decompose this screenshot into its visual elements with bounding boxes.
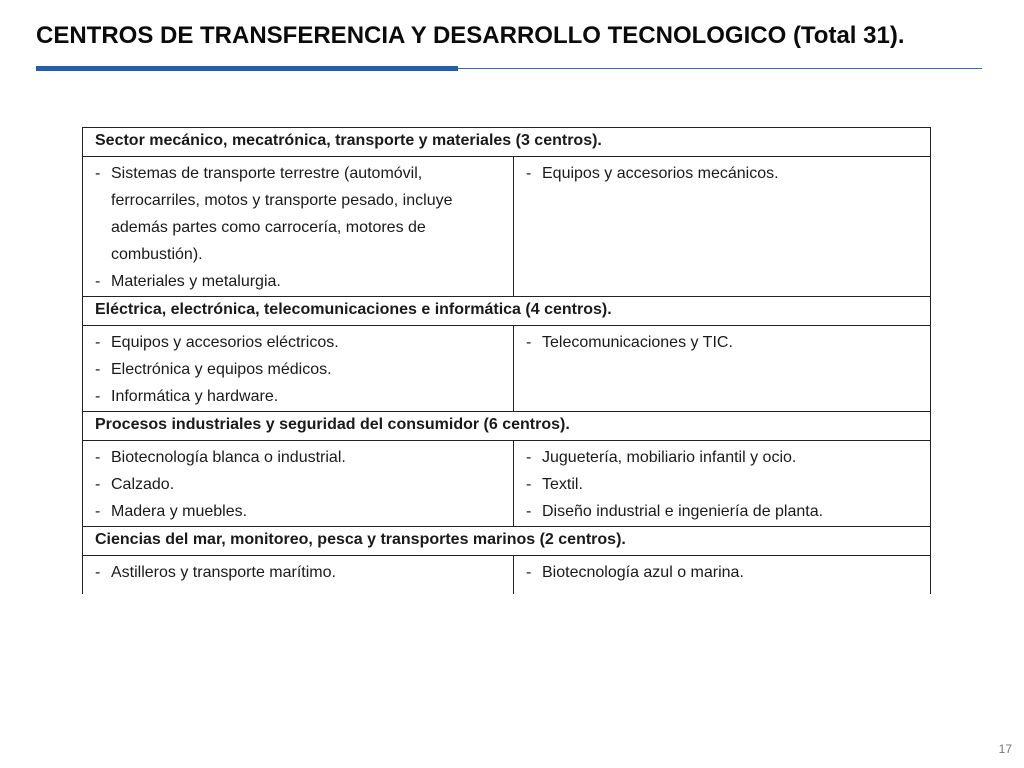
section-header-row <box>83 128 931 157</box>
list-item: - Biotecnología blanca o industrial. <box>95 444 505 471</box>
title-accent-bar <box>36 66 458 71</box>
section-items-row <box>83 441 931 527</box>
item-text: Materiales y metalurgia. <box>111 273 281 290</box>
item-text: Madera y muebles. <box>111 503 248 520</box>
item-text: Juguetería, mobiliario infantil y ocio. <box>542 449 797 466</box>
centers-table <box>82 127 931 594</box>
section-header-row <box>83 527 931 556</box>
list-item: - Calzado. <box>95 471 505 498</box>
item-text: Sistemas de transporte terrestre (automóvil, ferrocarriles, motos y transporte pesado, incluye además partes como carrocería, motores de combustión). <box>111 165 453 263</box>
section-heading: Procesos industriales y seguridad del consumidor (6 centros). <box>83 412 931 441</box>
item-text: Biotecnología blanca o industrial. <box>111 449 346 466</box>
right-cell <box>514 556 931 594</box>
list-item: - Telecomunicaciones y TIC. <box>526 329 922 356</box>
list-item: - Sistemas de transporte terrestre (automóvil, ferrocarriles, motos y transporte pesado, incluye además partes como carrocería, motores de combustión). <box>95 160 505 268</box>
list-item: - Materiales y metalurgia. <box>95 268 505 295</box>
list-item: - Diseño industrial e ingeniería de planta. <box>526 498 922 525</box>
item-text: Electrónica y equipos médicos. <box>111 361 332 378</box>
right-cell <box>514 326 931 412</box>
left-cell <box>83 157 514 297</box>
section-items-row <box>83 556 931 594</box>
list-item: - Equipos y accesorios mecánicos. <box>526 160 922 187</box>
page-number: 17 <box>998 742 1012 756</box>
list-item: - Astilleros y transporte marítimo. <box>95 559 505 586</box>
section-heading: Sector mecánico, mecatrónica, transporte y materiales (3 centros). <box>83 128 931 157</box>
left-cell <box>83 556 514 594</box>
list-item: - Juguetería, mobiliario infantil y ocio. <box>526 444 922 471</box>
list-item: - Electrónica y equipos médicos. <box>95 356 505 383</box>
section-heading: Eléctrica, electrónica, telecomunicaciones e informática (4 centros). <box>83 297 931 326</box>
item-text: Equipos y accesorios mecánicos. <box>542 165 779 182</box>
section-items-row <box>83 157 931 297</box>
right-cell <box>514 157 931 297</box>
left-cell <box>83 326 514 412</box>
section-heading: Ciencias del mar, monitoreo, pesca y transportes marinos (2 centros). <box>83 527 931 556</box>
item-text: Calzado. <box>111 476 175 493</box>
slide-title: CENTROS DE TRANSFERENCIA Y DESARROLLO TECNOLOGICO (Total 31). <box>36 22 905 49</box>
list-item: - Textil. <box>526 471 922 498</box>
item-text: Equipos y accesorios eléctricos. <box>111 334 339 351</box>
list-item: - Equipos y accesorios eléctricos. <box>95 329 505 356</box>
list-item: - Madera y muebles. <box>95 498 505 525</box>
right-cell <box>514 441 931 527</box>
section-header-row <box>83 297 931 326</box>
list-item: - Biotecnología azul o marina. <box>526 559 922 586</box>
item-text: Diseño industrial e ingeniería de planta. <box>542 503 824 520</box>
item-text: Biotecnología azul o marina. <box>542 564 744 581</box>
item-text: Telecomunicaciones y TIC. <box>542 334 733 351</box>
item-text: Astilleros y transporte marítimo. <box>111 564 336 581</box>
item-text: Informática y hardware. <box>111 388 279 405</box>
left-cell <box>83 441 514 527</box>
section-items-row <box>83 326 931 412</box>
list-item: - Informática y hardware. <box>95 383 505 410</box>
item-text: Textil. <box>542 476 583 493</box>
section-header-row <box>83 412 931 441</box>
